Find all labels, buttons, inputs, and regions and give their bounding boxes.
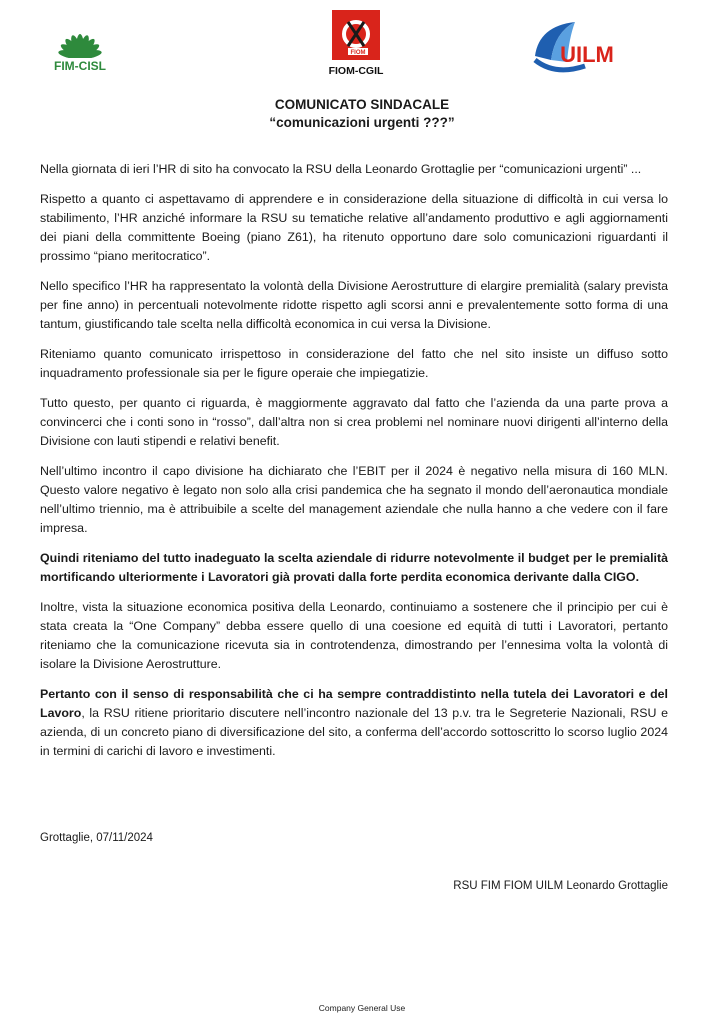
paragraph-9-bold: Pertanto con il senso di responsabilità che ci ha sempre contraddistinto nella tutela dei Lavoratori e del Lavoro (40, 687, 668, 720)
document-heading (0, 96, 724, 132)
paragraph-2: Rispetto a quanto ci aspettavamo di apprendere e in considerazione della situazione di difficoltà in cui versa lo stabilimento, l’HR anziché informare la RSU su tematiche relative all’andamento produttivo e agli aggiornamenti dei piani della committente Boeing (piano Z61), ha ritenuto opportuno dare solo comunicazioni riguardanti il prossimo “piano meritocratico”. (40, 192, 668, 263)
paragraph-8: Inoltre, vista la situazione economica positiva della Leonardo, continuiamo a sostenere che il principio per cui è stata creata la “One Company” debba essere quello di una coesione ed equità di tutti i Lavoratori, pertanto riteniamo che la comunicazione ricevuta sia in controtendenza, dimostrando per l’ennesima volta la volontà di isolare la Divisione Aerostrutture. (40, 600, 668, 671)
paragraph-9 (40, 685, 668, 761)
document-date: Grottaglie, 07/11/2024 (40, 832, 153, 844)
fim-cisl-logo-text: FIM-CISL (54, 59, 106, 73)
paragraph-7: Quindi riteniamo del tutto inadeguato la scelta aziendale di ridurre notevolmente il budget per le premialità mortificando ulteriormente i Lavoratori già provati dalla forte perdita economica derivante dalla CIGO. (40, 551, 668, 584)
document-body (40, 160, 668, 772)
fiom-cgil-logo-text: FIOM-CGIL (328, 65, 384, 77)
uilm-logo-text: UILM (560, 42, 614, 67)
document-signature: RSU FIM FIOM UILM Leonardo Grottaglie (453, 880, 668, 892)
paragraph-9-rest: , la RSU ritiene prioritario discutere nell’incontro nazionale del 13 p.v. tra le Segreterie Nazionali, RSU e azienda, di un concreto piano di diversificazione del sito, a conferma dell’accordo sottoscritto lo scorso luglio 2024 in termini di carichi di lavoro e investimenti. (40, 706, 668, 758)
svg-text:FIOM: FIOM (350, 50, 366, 56)
document-subtitle: “comunicazioni urgenti ???” (269, 115, 455, 130)
fiom-cgil-logo (318, 8, 394, 78)
uilm-logo (525, 16, 620, 80)
paragraph-5: Tutto questo, per quanto ci riguarda, è maggiormente aggravato dal fatto che l’azienda da una parte prova a convincerci che i conti sono in “rosso”, dall’altra non si crea problemi nel nominare nuovi dirigenti all’interno della Divisione con lauti stipendi e relativi benefit. (40, 396, 668, 448)
fim-cisl-logo (38, 18, 122, 74)
logo-bar (0, 0, 724, 100)
paragraph-1: Nella giornata di ieri l’HR di sito ha convocato la RSU della Leonardo Grottaglie per “comunicazioni urgenti” ... (40, 162, 642, 176)
paragraph-6: Nell’ultimo incontro il capo divisione ha dichiarato che l’EBIT per il 2024 è negativo nella misura di 160 MLN. Questo valore negativo è legato non solo alla crisi pandemica che ha segnato il mondo dell’aeronautica mondiale nell’ultimo triennio, ma è attribuibile a scelte del management aziendale che nulla hanno a che vedere con il fare impresa. (40, 464, 668, 535)
document-title: COMUNICATO SINDACALE (274, 97, 450, 112)
page-footer: Company General Use (318, 1003, 406, 1013)
paragraph-3: Nello specifico l’HR ha rappresentato la volontà della Divisione Aerostrutture di elargire premialità (salary prevista per fine anno) in percentuali notevolmente ridotte rispetto agli scorsi anni e prevalentemente sotto forma di una tantum, giustificando tale scelta nella difficoltà economica in cui versa la Divisione. (40, 279, 668, 331)
paragraph-4: Riteniamo quanto comunicato irrispettoso in considerazione del fatto che nel sito insiste un diffuso sotto inquadramento professionale sia per le figure operaie che impiegatizie. (40, 347, 668, 380)
